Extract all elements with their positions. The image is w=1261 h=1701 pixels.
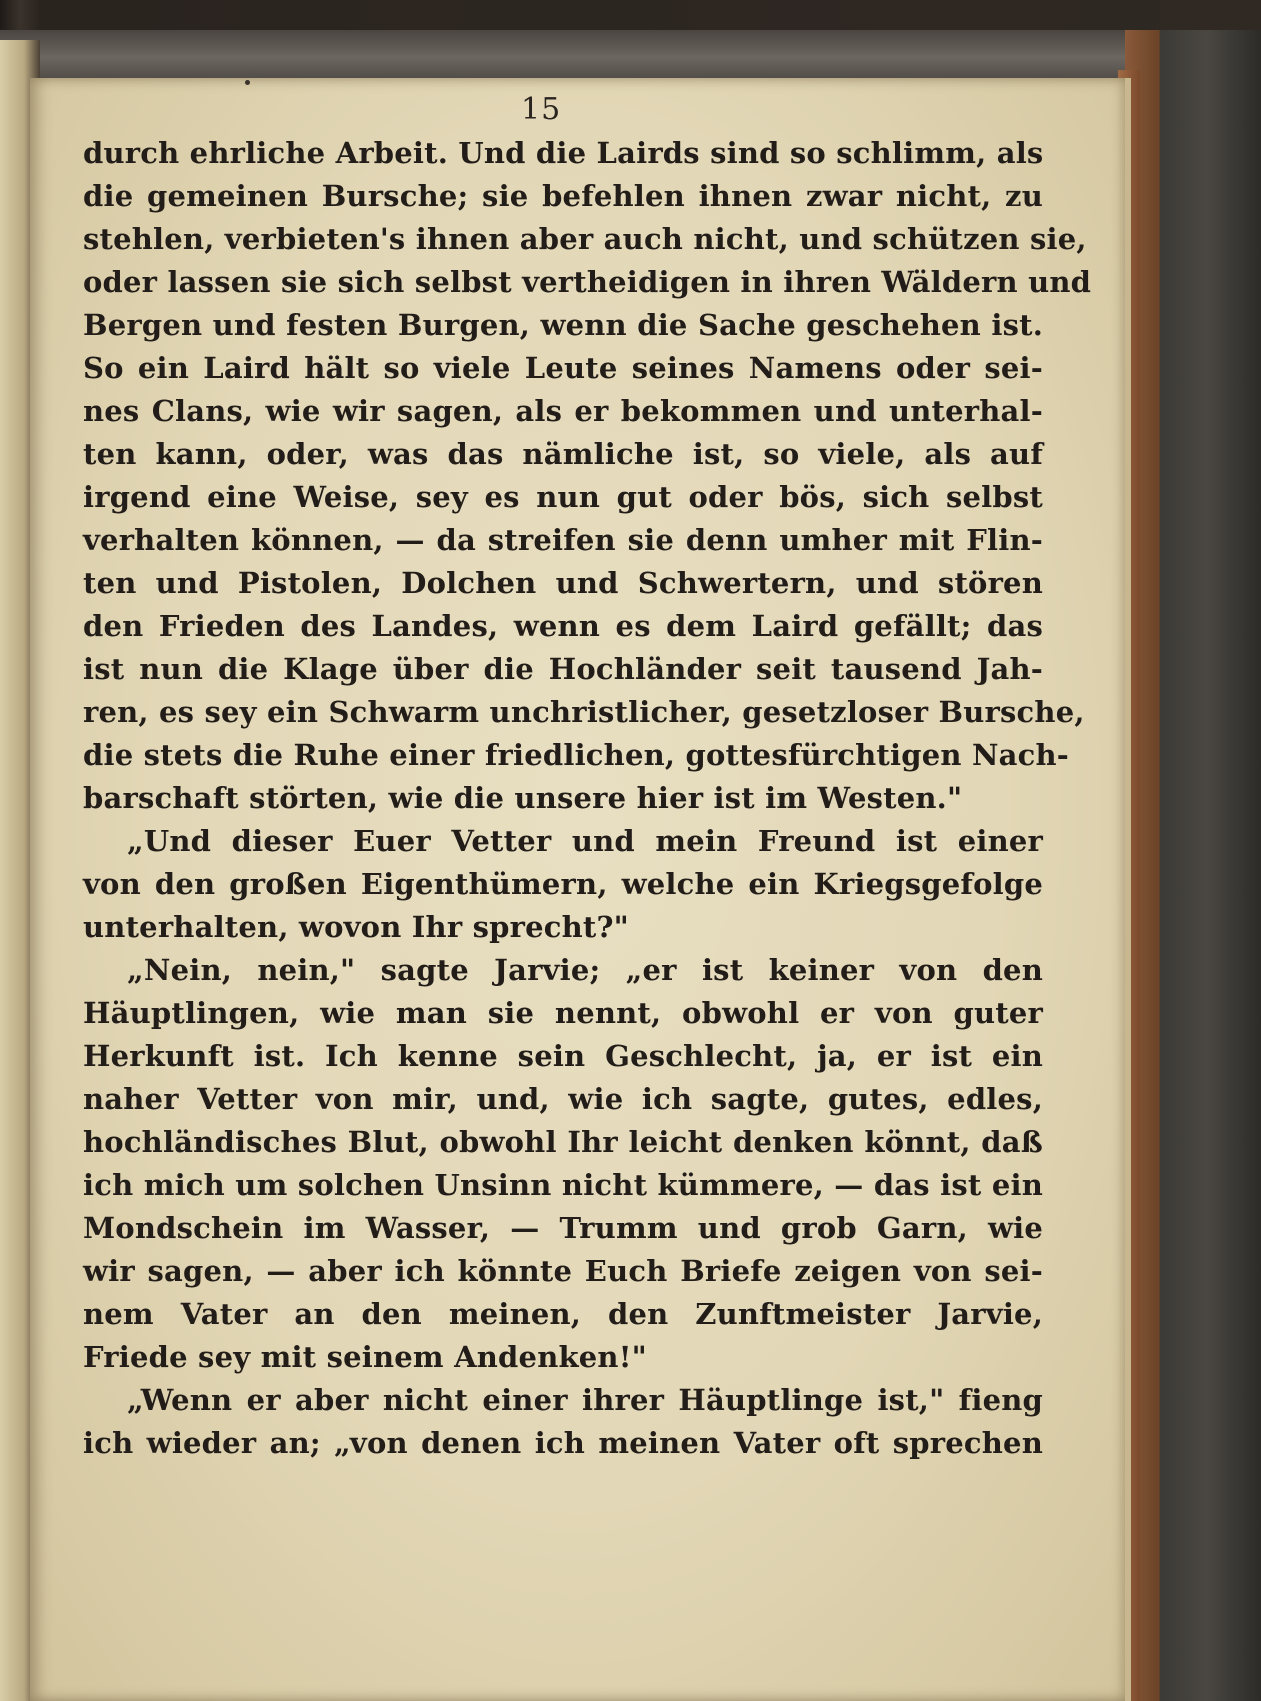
text-line: „Und dieser Euer Vetter und mein Freund ist einer <box>127 824 1043 858</box>
text-line: hochländisches Blut, obwohl Ihr leicht denken könnt, daß <box>83 1125 1043 1159</box>
text-line: ten kann, oder, was das nämliche ist, so viele, als auf <box>83 437 1043 471</box>
text-line: Mondschein im Wasser, — Trumm und grob Garn, wie <box>83 1211 1043 1245</box>
book-cover-top <box>0 30 1130 85</box>
text-line: unterhalten, wovon Ihr sprecht?" <box>83 910 629 944</box>
text-line: den Frieden des Landes, wenn es dem Laird gefällt; das <box>83 609 1043 643</box>
text-line: „Nein, nein," sagte Jarvie; „er ist keiner von den <box>127 953 1043 987</box>
page-text <box>83 132 1092 1465</box>
text-line: Bergen und festen Burgen, wenn die Sache geschehen ist. <box>83 308 1043 342</box>
text-line: die gemeinen Bursche; sie befehlen ihnen zwar nicht, zu <box>83 179 1043 213</box>
text-line: oder lassen sie sich selbst vertheidigen in ihren Wäldern und <box>83 265 1092 299</box>
ink-speck <box>245 80 250 85</box>
text-line: die stets die Ruhe einer friedlichen, gottesfürchtigen Nach- <box>83 738 1070 772</box>
text-line: wir sagen, — aber ich könnte Euch Briefe zeigen von sei- <box>83 1254 1043 1288</box>
text-line: Herkunft ist. Ich kenne sein Geschlecht, ja, er ist ein <box>83 1039 1043 1073</box>
text-line: ist nun die Klage über die Hochländer seit tausend Jah- <box>83 652 1043 686</box>
text-line: ich mich um solchen Unsinn nicht kümmere, — das ist ein <box>83 1168 1043 1202</box>
page-number: 15 <box>521 92 562 127</box>
text-line: nem Vater an den meinen, den Zunftmeister Jarvie, <box>83 1297 1043 1331</box>
text-line: nes Clans, wie wir sagen, als er bekommen und unterhal- <box>83 394 1043 428</box>
text-line: Häuptlingen, wie man sie nennt, obwohl er von guter <box>83 996 1043 1030</box>
text-line: Friede sey mit seinem Andenken!" <box>83 1340 647 1374</box>
text-line: ten und Pistolen, Dolchen und Schwertern, und stören <box>83 566 1043 600</box>
text-line: irgend eine Weise, sey es nun gut oder bös, sich selbst <box>83 480 1043 514</box>
text-line: barschaft störten, wie die unsere hier ist im Westen." <box>83 781 963 815</box>
text-line: stehlen, verbieten's ihnen aber auch nicht, und schützen sie, <box>83 222 1087 256</box>
text-line: von den großen Eigenthümern, welche ein Kriegsgefolge <box>83 867 1043 901</box>
text-line: ich wieder an; „von denen ich meinen Vater oft sprechen <box>83 1426 1043 1460</box>
text-line: durch ehrliche Arbeit. Und die Lairds sind so schlimm, als <box>83 136 1044 170</box>
text-line: ren, es sey ein Schwarm unchristlicher, gesetzloser Bursche, <box>83 695 1085 729</box>
text-line: „Wenn er aber nicht einer ihrer Häuptlinge ist," fieng <box>127 1383 1043 1417</box>
text-line: verhalten können, — da streifen sie denn umher mit Flin- <box>83 523 1043 557</box>
text-line: So ein Laird hält so viele Leute seines Namens oder sei- <box>83 351 1043 385</box>
text-line: naher Vetter von mir, und, wie ich sagte, gutes, edles, <box>83 1082 1043 1116</box>
book-cover-right <box>1125 30 1261 1701</box>
